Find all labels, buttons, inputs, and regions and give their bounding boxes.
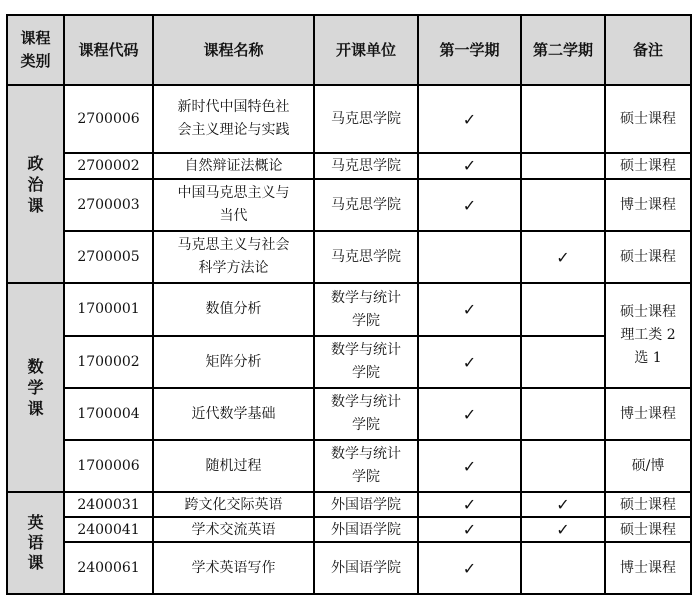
semester-2-check: ✓ xyxy=(521,492,605,517)
department xyxy=(314,388,418,440)
semester-2-check: ✓ xyxy=(521,231,605,283)
course-note-line: 理工类 2 xyxy=(620,327,676,343)
category-char: 治 xyxy=(27,174,44,194)
course-code: 1700004 xyxy=(64,388,153,440)
table-row xyxy=(7,179,691,231)
course-code: 2400031 xyxy=(64,492,153,517)
course-name: 自然辩证法概论 xyxy=(153,153,314,179)
department xyxy=(314,440,418,492)
department: 外国语学院 xyxy=(314,542,418,594)
department-line: 数学与统计 xyxy=(331,342,401,358)
semester-1-check: ✓ xyxy=(418,542,521,594)
course-name xyxy=(153,85,314,153)
table-row xyxy=(7,283,691,336)
department: 马克思学院 xyxy=(314,85,418,153)
department-line: 数学与统计 xyxy=(331,289,401,306)
header-course-name: 课程名称 xyxy=(153,15,314,85)
category-char: 英 xyxy=(27,513,44,532)
course-note: 硕士课程 xyxy=(605,153,691,179)
course-note: 硕/博 xyxy=(605,440,691,492)
department xyxy=(314,283,418,336)
header-category-line: 类别 xyxy=(20,52,51,70)
category-char: 课 xyxy=(27,195,44,215)
header-course-category xyxy=(7,15,64,85)
semester-1-check: ✓ xyxy=(418,336,521,388)
course-name: 随机过程 xyxy=(153,440,314,492)
course-code: 2700006 xyxy=(64,85,153,153)
course-name: 数值分析 xyxy=(153,283,314,336)
semester-1-check: ✓ xyxy=(418,440,521,492)
course-name-line: 中国马克思主义与 xyxy=(177,185,290,201)
course-note: 博士课程 xyxy=(605,388,691,440)
department: 马克思学院 xyxy=(314,153,418,179)
semester-2-cell xyxy=(521,283,605,336)
header-department: 开课单位 xyxy=(314,15,418,85)
course-name-line: 马克思主义与社会 xyxy=(177,237,290,253)
course-code: 2400061 xyxy=(64,542,153,594)
course-note: 博士课程 xyxy=(605,542,691,594)
semester-2-check: ✓ xyxy=(521,517,605,542)
semester-1-check: ✓ xyxy=(418,153,521,179)
table-row xyxy=(7,440,691,492)
table-row xyxy=(7,517,691,542)
course-note: 硕士课程 xyxy=(605,231,691,283)
category-char: 学 xyxy=(27,378,44,397)
course-note: 硕士课程 xyxy=(605,517,691,542)
semester-1-check: ✓ xyxy=(418,283,521,336)
department-line: 学院 xyxy=(352,312,380,329)
department-line: 数学与统计 xyxy=(331,394,401,410)
course-name: 矩阵分析 xyxy=(153,336,314,388)
course-name xyxy=(153,179,314,231)
department-line: 数学与统计 xyxy=(331,446,401,462)
table-row xyxy=(7,492,691,517)
course-name: 跨文化交际英语 xyxy=(153,492,314,517)
course-name-line: 科学方法论 xyxy=(198,260,269,276)
course-code: 2700003 xyxy=(64,179,153,231)
department: 马克思学院 xyxy=(314,231,418,283)
category-char: 政 xyxy=(27,153,44,173)
table-row xyxy=(7,388,691,440)
category-politics xyxy=(7,85,64,283)
course-name xyxy=(153,231,314,283)
course-note-merged xyxy=(605,283,691,388)
course-code: 2700002 xyxy=(64,153,153,179)
category-char: 语 xyxy=(27,533,44,552)
course-code: 1700002 xyxy=(64,336,153,388)
category-math xyxy=(7,283,64,492)
table-row xyxy=(7,542,691,594)
category-english xyxy=(7,492,64,594)
header-semester-1: 第一学期 xyxy=(418,15,521,85)
course-name-line: 新时代中国特色社 xyxy=(177,99,290,115)
course-note: 博士课程 xyxy=(605,179,691,231)
header-category-line: 课程 xyxy=(20,29,51,47)
table-row xyxy=(7,336,691,388)
course-table-wrapper xyxy=(6,14,692,595)
department-line: 学院 xyxy=(352,365,380,381)
course-name: 近代数学基础 xyxy=(153,388,314,440)
course-name: 学术交流英语 xyxy=(153,517,314,542)
semester-2-cell xyxy=(521,85,605,153)
header-course-code: 课程代码 xyxy=(64,15,153,85)
table-row xyxy=(7,231,691,283)
department-line: 学院 xyxy=(352,469,380,485)
category-char: 课 xyxy=(27,553,44,572)
department: 外国语学院 xyxy=(314,517,418,542)
course-code: 1700001 xyxy=(64,283,153,336)
semester-2-cell xyxy=(521,179,605,231)
semester-1-cell xyxy=(418,231,521,283)
semester-2-cell xyxy=(521,440,605,492)
course-name-line: 会主义理论与实践 xyxy=(177,122,290,138)
course-note-line: 选 1 xyxy=(634,350,662,366)
department-line: 学院 xyxy=(352,417,380,433)
department: 马克思学院 xyxy=(314,179,418,231)
semester-2-cell xyxy=(521,388,605,440)
category-char: 课 xyxy=(27,399,44,418)
category-char: 数 xyxy=(27,357,44,376)
course-code: 2700005 xyxy=(64,231,153,283)
header-row xyxy=(7,15,691,85)
semester-2-cell xyxy=(521,153,605,179)
department: 外国语学院 xyxy=(314,492,418,517)
semester-1-check: ✓ xyxy=(418,517,521,542)
semester-1-check: ✓ xyxy=(418,179,521,231)
course-table xyxy=(6,14,692,595)
header-semester-2: 第二学期 xyxy=(521,15,605,85)
course-note-line: 硕士课程 xyxy=(620,304,676,320)
header-note: 备注 xyxy=(605,15,691,85)
semester-2-cell xyxy=(521,542,605,594)
course-code: 1700006 xyxy=(64,440,153,492)
semester-1-check: ✓ xyxy=(418,492,521,517)
table-row xyxy=(7,153,691,179)
semester-2-cell xyxy=(521,336,605,388)
semester-1-check: ✓ xyxy=(418,388,521,440)
semester-1-check: ✓ xyxy=(418,85,521,153)
course-note: 硕士课程 xyxy=(605,85,691,153)
course-name-line: 当代 xyxy=(219,208,248,224)
table-row xyxy=(7,85,691,153)
course-code: 2400041 xyxy=(64,517,153,542)
course-note: 硕士课程 xyxy=(605,492,691,517)
department xyxy=(314,336,418,388)
course-name: 学术英语写作 xyxy=(153,542,314,594)
